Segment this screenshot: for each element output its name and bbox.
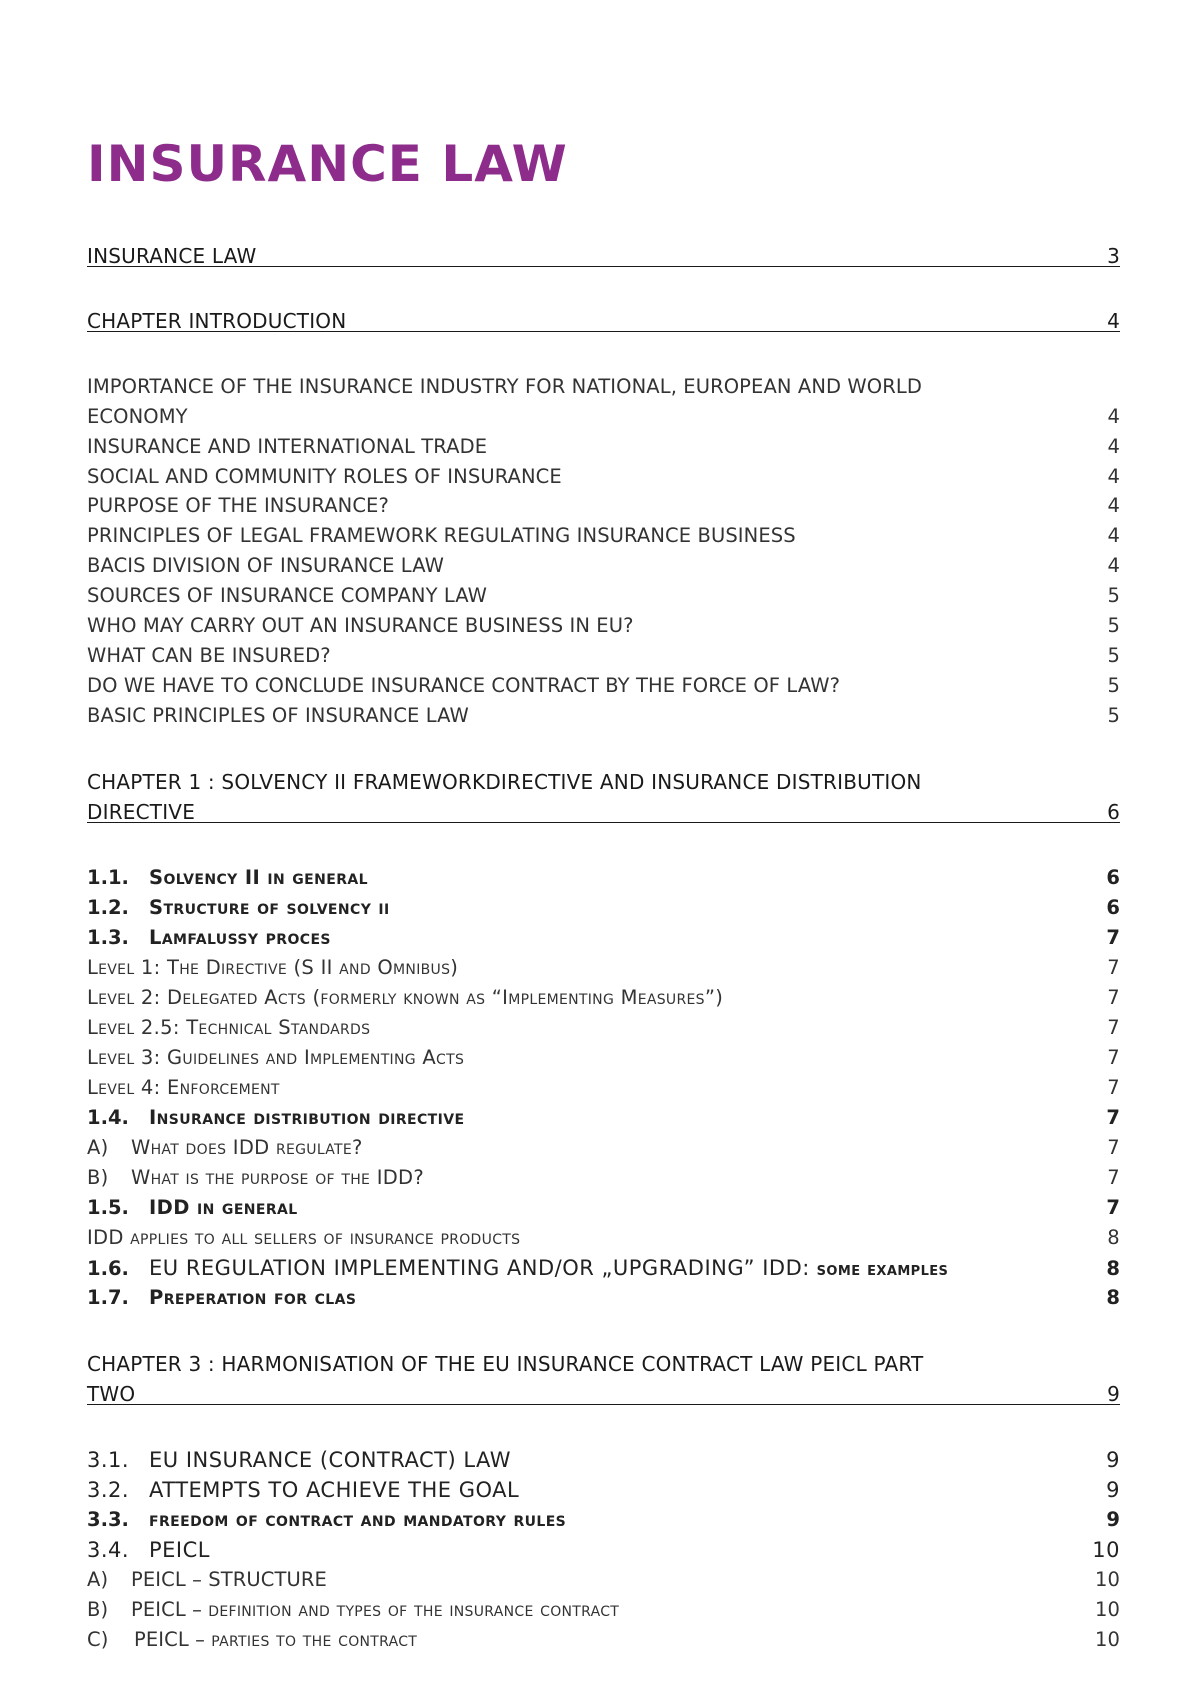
toc-entry-page: 7 bbox=[1107, 1046, 1120, 1069]
toc-entry[interactable] bbox=[87, 1478, 1120, 1502]
toc-entry-page: 8 bbox=[1107, 1226, 1120, 1249]
toc-entry-page: 9 bbox=[1106, 1478, 1120, 1502]
toc-entry[interactable] bbox=[87, 1598, 1120, 1621]
toc-entry[interactable] bbox=[87, 1046, 1120, 1069]
toc-entry[interactable] bbox=[87, 800, 1120, 824]
toc-entry[interactable] bbox=[87, 405, 1120, 428]
toc-entry[interactable] bbox=[87, 1256, 1120, 1280]
toc-entry-text: SOCIAL AND COMMUNITY ROLES OF INSURANCE bbox=[87, 465, 562, 488]
toc-entry[interactable] bbox=[87, 1226, 1120, 1249]
toc-entry-page: 10 bbox=[1094, 1628, 1120, 1651]
toc-entry-text: Level 2: Delegated Acts (formerly known as “Implementing Measures”) bbox=[87, 986, 724, 1009]
toc-entry[interactable] bbox=[87, 896, 1120, 919]
toc-entry-page: 6 bbox=[1106, 866, 1120, 889]
toc-entry[interactable] bbox=[87, 614, 1120, 637]
toc-entry-text-smallcaps: parties to the contract bbox=[211, 1628, 418, 1651]
toc-entry[interactable] bbox=[87, 1106, 1120, 1129]
toc-entry[interactable] bbox=[87, 375, 1120, 398]
toc-entry[interactable] bbox=[87, 1166, 1120, 1189]
toc-entry-page: 8 bbox=[1106, 1257, 1120, 1280]
toc-entry[interactable] bbox=[87, 1508, 1120, 1531]
toc-entry-text: ATTEMPTS TO ACHIEVE THE GOAL bbox=[149, 1478, 520, 1502]
toc-entry[interactable] bbox=[87, 1016, 1120, 1039]
toc-entry-text: PRINCIPLES OF LEGAL FRAMEWORK REGULATING INSURANCE BUSINESS bbox=[87, 524, 796, 547]
toc-entry-text: INSURANCE LAW bbox=[87, 244, 257, 268]
toc-entry-text: PEICL – STRUCTURE bbox=[131, 1568, 327, 1591]
toc-entry-number: 1.3. bbox=[87, 926, 129, 949]
toc-entry-text: Level 1: The Directive (S II and Omnibus) bbox=[87, 956, 459, 979]
toc-entry[interactable] bbox=[87, 584, 1120, 607]
toc-entry-text: CHAPTER 1 : SOLVENCY II FRAMEWORKDIRECTIVE AND INSURANCE DISTRIBUTION bbox=[87, 770, 922, 794]
toc-entry-text-smallcaps: definition and types of the insurance contract bbox=[208, 1598, 620, 1621]
toc-entry-number: A) bbox=[87, 1136, 109, 1159]
toc-entry-text: PEICL – bbox=[131, 1598, 202, 1621]
toc-entry[interactable] bbox=[87, 1628, 1120, 1651]
toc-entry-text: INSURANCE AND INTERNATIONAL TRADE bbox=[87, 435, 488, 458]
toc-entry-page: 4 bbox=[1107, 309, 1120, 333]
toc-entry-number: 1.1. bbox=[87, 866, 129, 889]
toc-entry-page: 7 bbox=[1106, 926, 1120, 949]
toc-entry[interactable] bbox=[87, 1076, 1120, 1099]
toc-entry-text: IDD applies to all sellers of insurance products bbox=[87, 1226, 521, 1249]
toc-entry-text-smallcaps: some examples bbox=[816, 1259, 949, 1280]
toc-entry[interactable] bbox=[87, 866, 1120, 889]
toc-entry-text: Level 2.5: Technical Standards bbox=[87, 1016, 371, 1039]
toc-entry[interactable] bbox=[87, 244, 1120, 268]
toc-entry-number: 1.7. bbox=[87, 1286, 129, 1309]
toc-entry-number: 1.2. bbox=[87, 896, 129, 919]
toc-entry-text: Structure of solvency ii bbox=[149, 896, 390, 919]
toc-entry-text: Preperation for clas bbox=[149, 1286, 357, 1309]
toc-entry-page: 7 bbox=[1107, 1016, 1120, 1039]
toc-entry-number: 1.6. bbox=[87, 1257, 129, 1280]
toc-entry-page: 10 bbox=[1094, 1568, 1120, 1591]
toc-entry-page: 7 bbox=[1107, 956, 1120, 979]
toc-entry[interactable] bbox=[87, 1286, 1120, 1309]
toc-entry-text: DO WE HAVE TO CONCLUDE INSURANCE CONTRACT BY THE FORCE OF LAW? bbox=[87, 674, 841, 697]
toc-entry[interactable] bbox=[87, 1136, 1120, 1159]
toc-entry-text: WHO MAY CARRY OUT AN INSURANCE BUSINESS IN EU? bbox=[87, 614, 634, 637]
toc-entry[interactable] bbox=[87, 956, 1120, 979]
toc-entry-number: B) bbox=[87, 1598, 109, 1621]
toc-entry-text: CHAPTER INTRODUCTION bbox=[87, 309, 347, 333]
toc-entry[interactable] bbox=[87, 554, 1120, 577]
toc-entry-text: BACIS DIVISION OF INSURANCE LAW bbox=[87, 554, 444, 577]
toc-entry-page: 3 bbox=[1107, 244, 1120, 268]
toc-entry-page: 9 bbox=[1106, 1508, 1120, 1531]
toc-entry-text: TWO bbox=[87, 1382, 136, 1406]
toc-entry-number: 3.2. bbox=[87, 1478, 130, 1502]
toc-entry-page: 4 bbox=[1107, 494, 1120, 517]
toc-entry-text: Level 4: Enforcement bbox=[87, 1076, 280, 1099]
toc-entry[interactable] bbox=[87, 1352, 1120, 1376]
toc-entry[interactable] bbox=[87, 986, 1120, 1009]
toc-entry-page: 4 bbox=[1107, 465, 1120, 488]
toc-entry-text: freedom of contract and mandatory rules bbox=[149, 1508, 567, 1531]
toc-entry[interactable] bbox=[87, 524, 1120, 547]
toc-entry-text: PEICL bbox=[149, 1538, 210, 1562]
toc-entry-page: 7 bbox=[1106, 1196, 1120, 1219]
toc-entry-page: 6 bbox=[1106, 896, 1120, 919]
toc-entry-text: DIRECTIVE bbox=[87, 800, 196, 824]
toc-entry-text: Level 3: Guidelines and Implementing Acts bbox=[87, 1046, 465, 1069]
toc-entry-number: A) bbox=[87, 1568, 109, 1591]
toc-entry-number: 3.4. bbox=[87, 1538, 130, 1562]
document-title: INSURANCE LAW bbox=[87, 135, 568, 193]
toc-entry[interactable] bbox=[87, 1448, 1120, 1472]
toc-entry-text: Lamfalussy proces bbox=[149, 926, 331, 949]
toc-entry-page: 10 bbox=[1094, 1598, 1120, 1621]
toc-entry-page: 7 bbox=[1107, 1136, 1120, 1159]
toc-entry-text: EU REGULATION IMPLEMENTING AND/OR „UPGRADING” IDD: bbox=[149, 1256, 810, 1280]
toc-entry-page: 9 bbox=[1107, 1382, 1120, 1406]
toc-entry-page: 5 bbox=[1107, 674, 1120, 697]
toc-entry-page: 7 bbox=[1106, 1106, 1120, 1129]
chapter-underline bbox=[87, 331, 1120, 332]
toc-entry-page: 7 bbox=[1107, 986, 1120, 1009]
chapter-underline bbox=[87, 266, 1120, 267]
toc-entry-page: 4 bbox=[1107, 524, 1120, 547]
toc-entry[interactable] bbox=[87, 674, 1120, 697]
toc-entry[interactable] bbox=[87, 309, 1120, 333]
toc-entry-number: 3.3. bbox=[87, 1508, 129, 1531]
toc-entry[interactable] bbox=[87, 644, 1120, 667]
toc-entry-page: 7 bbox=[1107, 1166, 1120, 1189]
toc-entry-text: WHAT CAN BE INSURED? bbox=[87, 644, 331, 667]
toc-entry-number: 3.1. bbox=[87, 1448, 130, 1472]
toc-entry-page: 4 bbox=[1107, 405, 1120, 428]
chapter-underline bbox=[87, 822, 1120, 823]
toc-entry[interactable] bbox=[87, 1538, 1120, 1562]
toc-entry-text: EU INSURANCE (CONTRACT) LAW bbox=[149, 1448, 512, 1472]
toc-entry-page: 5 bbox=[1107, 584, 1120, 607]
toc-entry[interactable] bbox=[87, 465, 1120, 488]
toc-entry-page: 10 bbox=[1092, 1538, 1120, 1562]
toc-entry[interactable] bbox=[87, 435, 1120, 458]
toc-entry-page: 4 bbox=[1107, 435, 1120, 458]
toc-entry[interactable] bbox=[87, 704, 1120, 727]
toc-entry-number: B) bbox=[87, 1166, 109, 1189]
toc-entry-text: What is the purpose of the IDD? bbox=[131, 1166, 425, 1189]
toc-entry[interactable] bbox=[87, 1382, 1120, 1406]
toc-entry-text: PURPOSE OF THE INSURANCE? bbox=[87, 494, 389, 517]
toc-entry-page: 9 bbox=[1106, 1448, 1120, 1472]
toc-entry-page: 5 bbox=[1107, 614, 1120, 637]
toc-entry-text: Solvency II in general bbox=[149, 866, 368, 889]
toc-entry-page: 5 bbox=[1107, 644, 1120, 667]
toc-entry-text: ECONOMY bbox=[87, 405, 188, 428]
chapter-underline bbox=[87, 1404, 1120, 1405]
toc-entry-text: IMPORTANCE OF THE INSURANCE INDUSTRY FOR NATIONAL, EUROPEAN AND WORLD bbox=[87, 375, 922, 398]
toc-entry-page: 4 bbox=[1107, 554, 1120, 577]
toc-entry-text: CHAPTER 3 : HARMONISATION OF THE EU INSURANCE CONTRACT LAW PEICL PART bbox=[87, 1352, 924, 1376]
toc-entry-page: 5 bbox=[1107, 704, 1120, 727]
toc-entry[interactable] bbox=[87, 1196, 1120, 1219]
toc-entry-text: Insurance distribution directive bbox=[149, 1106, 465, 1129]
toc-entry-page: 8 bbox=[1106, 1286, 1120, 1309]
toc-entry[interactable] bbox=[87, 1568, 1120, 1591]
toc-entry-number: 1.4. bbox=[87, 1106, 129, 1129]
toc-entry-text: SOURCES OF INSURANCE COMPANY LAW bbox=[87, 584, 488, 607]
toc-entry[interactable] bbox=[87, 494, 1120, 517]
toc-entry-text: IDD in general bbox=[149, 1196, 298, 1219]
toc-entry-page: 6 bbox=[1107, 800, 1120, 824]
toc-entry-number: C) bbox=[87, 1628, 109, 1651]
toc-entry-text: PEICL – bbox=[134, 1628, 205, 1651]
toc-entry[interactable] bbox=[87, 770, 1120, 794]
toc-entry[interactable] bbox=[87, 926, 1120, 949]
toc-entry-page: 7 bbox=[1107, 1076, 1120, 1099]
toc-entry-text: What does IDD regulate? bbox=[131, 1136, 363, 1159]
toc-entry-text: BASIC PRINCIPLES OF INSURANCE LAW bbox=[87, 704, 469, 727]
toc-entry-number: 1.5. bbox=[87, 1196, 129, 1219]
